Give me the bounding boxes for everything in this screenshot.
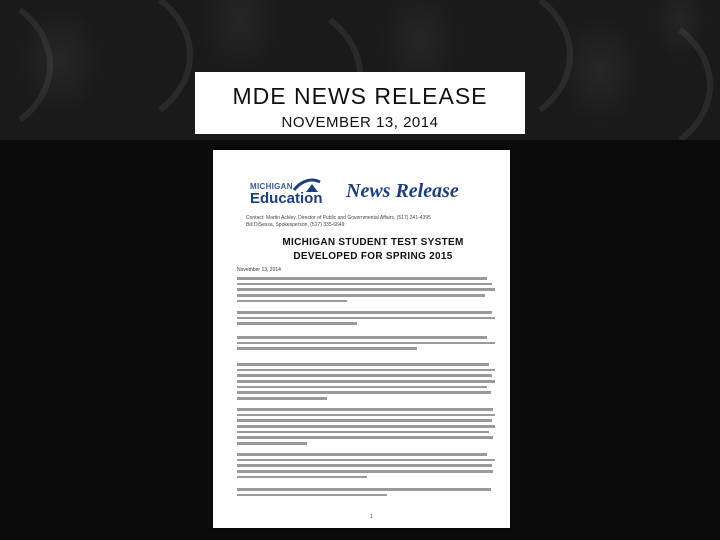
contact-line-2: Bill DiSessa, Spokesperson, (517) 335-6649 [246, 222, 345, 228]
slide-title: MDE NEWS RELEASE [232, 83, 488, 109]
logo-michigan-text: MICHIGAN [250, 182, 293, 191]
headline-line-2: DEVELOPED FOR SPRING 2015 [293, 251, 453, 262]
logo-education-text: Education [250, 190, 323, 207]
news-release-header: News Release [346, 180, 459, 202]
dateline: November 13, 2014 [237, 267, 281, 273]
contact-info [246, 215, 496, 229]
body-paragraph [237, 277, 497, 305]
body-paragraph [237, 311, 497, 328]
body-paragraph [237, 488, 497, 499]
michigan-education-logo [246, 178, 326, 208]
headline [253, 236, 493, 264]
slide-title-box [195, 72, 525, 134]
contact-line-1: Contact: Martin Ackley, Director of Public and Governmental Affairs, (517) 241-4395 [246, 215, 431, 221]
news-release-document [213, 150, 510, 528]
body-paragraph [237, 408, 497, 448]
body-paragraph [237, 336, 497, 353]
body-paragraph [237, 363, 497, 403]
headline-line-1: MICHIGAN STUDENT TEST SYSTEM [282, 237, 464, 248]
body-paragraph [237, 453, 497, 481]
slide-subtitle: NOVEMBER 13, 2014 [281, 114, 439, 131]
page-number: 1 [370, 514, 373, 520]
